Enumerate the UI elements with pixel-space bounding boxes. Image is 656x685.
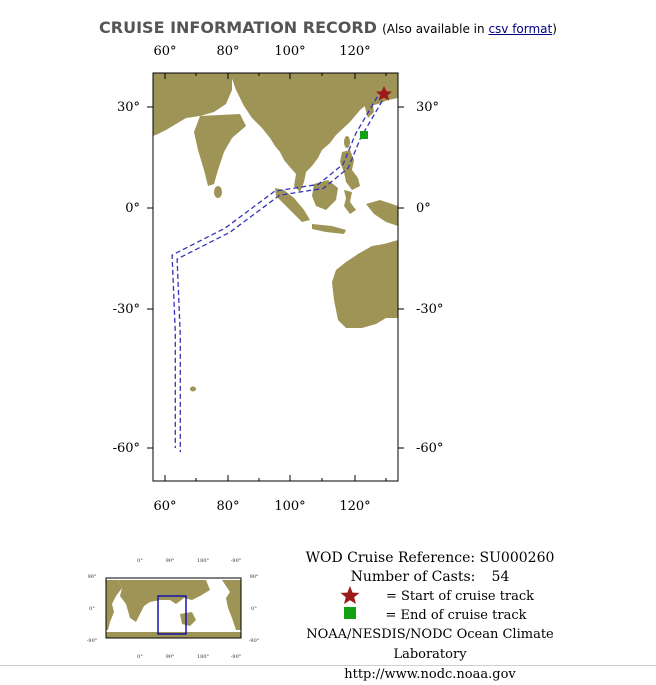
lab-url: http://www.nodc.noaa.gov [344,667,516,682]
inset-land-antarctica [106,632,241,638]
land-java [312,224,346,234]
lon-label-top-100: 100° [274,44,306,59]
end-legend-text: = End of cruise track [385,608,527,623]
lat-label-left-0: 0° [125,201,140,216]
csv-suffix: ) [552,22,557,36]
land-philippines [340,150,360,190]
csv-format-link[interactable]: csv format [488,22,553,36]
lon-label-top-60: 60° [153,44,177,59]
inset-lon-bottom-m90: -90° [230,654,242,660]
reference-value: SU000260 [479,550,555,566]
inset-world-map [87,558,260,660]
start-legend-text: = Start of cruise track [385,589,535,604]
lat-label-right-m60: -60° [416,441,444,456]
lat-label-left-m60: -60° [112,441,140,456]
casts-value: 54 [491,569,510,585]
inset-lon-bottom-90: 90° [165,654,175,660]
lon-label-bottom-60: 60° [153,499,177,514]
inset-lon-top-0: 0° [137,558,143,564]
inset-lon-top-180: 180° [196,558,210,564]
land-taiwan [344,136,350,148]
bottom-divider [0,665,656,666]
inset-lat-left-0: 0° [89,606,95,612]
land-india [194,114,246,186]
casts-line [270,567,590,587]
lon-label-bottom-100: 100° [274,499,306,514]
reference-line [270,549,590,567]
inset-lat-right-0: 0° [251,606,257,612]
end-square-marker [360,131,368,139]
land-sri-lanka [214,186,222,198]
lat-label-left-m30: -30° [112,302,140,317]
lat-label-right-m30: -30° [416,302,444,317]
lon-label-bottom-120: 120° [339,499,371,514]
inset-lat-right-m90: -90° [248,638,260,644]
inset-lat-right-90: 90° [249,574,259,580]
land-small-island [190,387,196,392]
inset-lat-left-90: 90° [87,574,97,580]
land-asia [230,73,398,192]
inset-lon-bottom-180: 180° [196,654,210,660]
inset-lon-top-90: 90° [165,558,175,564]
lon-label-bottom-80: 80° [216,499,240,514]
lat-label-left-30: 30° [116,100,140,115]
inset-lon-bottom-0: 0° [137,654,143,660]
lat-label-right-0: 0° [416,201,431,216]
page-title: CRUISE INFORMATION RECORD [99,18,377,37]
reference-label: WOD Cruise Reference: [305,550,480,566]
inset-lon-top-m90: -90° [230,558,242,564]
lab-name: NOAA/NESDIS/NODC Ocean Climate Laboratory [306,627,554,662]
land-borneo [312,180,338,210]
land-sulawesi [344,190,356,214]
land-new-guinea [366,200,398,226]
casts-label: Number of Casts: [350,569,476,585]
csv-prefix: (Also available in [382,22,489,36]
land-australia [332,240,398,328]
inset-lat-left-m90: -90° [86,638,98,644]
lon-label-top-80: 80° [216,44,240,59]
lon-label-top-120: 120° [339,44,371,59]
land-masses [153,73,398,392]
lat-label-right-30: 30° [416,100,440,115]
